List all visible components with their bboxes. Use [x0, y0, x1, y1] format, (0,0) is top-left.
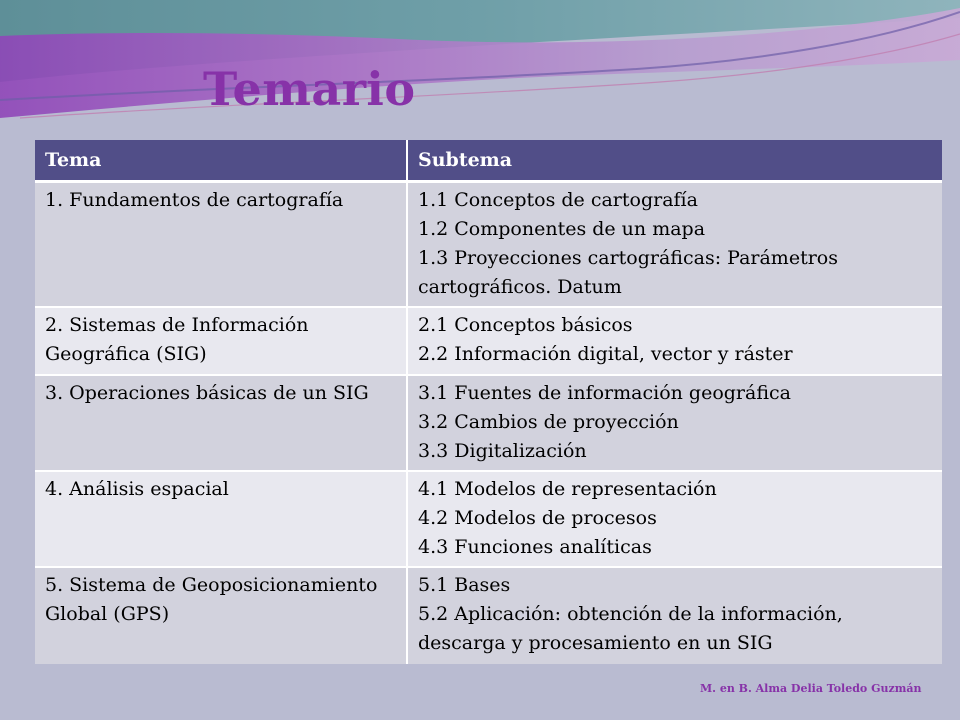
subtema-item: 2.1 Conceptos básicos: [418, 314, 633, 336]
subtema-item: cartográficos. Datum: [418, 276, 622, 298]
table-row: [35, 182, 942, 308]
subtema-cell: [407, 307, 942, 375]
subtema-cell: [407, 567, 942, 664]
tema-cell: 2. Sistemas de Información Geográfica (SIG): [35, 307, 407, 375]
table-header-row: [35, 140, 942, 182]
table-row: [35, 307, 942, 375]
header-subtema: Subtema: [407, 140, 942, 182]
subtema-item: 3.3 Digitalización: [418, 440, 587, 462]
table-row: [35, 567, 942, 664]
subtema-item: 4.3 Funciones analíticas: [418, 536, 652, 558]
subtema-item: 5.1 Bases: [418, 574, 511, 596]
tema-cell: 4. Análisis espacial: [35, 471, 407, 567]
subtema-item: 4.2 Modelos de procesos: [418, 507, 657, 529]
page-title: Temario: [203, 62, 416, 116]
tema-cell: 5. Sistema de Geoposicionamiento Global (GPS): [35, 567, 407, 664]
subtema-item: 3.1 Fuentes de información geográfica: [418, 382, 791, 404]
tema-cell: 1. Fundamentos de cartografía: [35, 182, 407, 308]
syllabus-table: [35, 140, 942, 664]
subtema-item: descarga y procesamiento en un SIG: [418, 632, 773, 654]
subtema-item: 1.1 Conceptos de cartografía: [418, 189, 698, 211]
header-decoration: [0, 0, 960, 140]
table-row: [35, 375, 942, 471]
table-row: [35, 471, 942, 567]
subtema-item: 4.1 Modelos de representación: [418, 478, 717, 500]
subtema-item: 5.2 Aplicación: obtención de la información,: [418, 603, 843, 625]
subtema-item: 3.2 Cambios de proyección: [418, 411, 679, 433]
subtema-cell: [407, 471, 942, 567]
tema-cell: 3. Operaciones básicas de un SIG: [35, 375, 407, 471]
subtema-item: 1.3 Proyecciones cartográficas: Parámetros: [418, 247, 838, 269]
subtema-cell: [407, 375, 942, 471]
header-tema: Tema: [35, 140, 407, 182]
subtema-cell: [407, 182, 942, 308]
subtema-item: 2.2 Información digital, vector y ráster: [418, 343, 793, 365]
author-footer: M. en B. Alma Delia Toledo Guzmán: [700, 682, 922, 695]
subtema-item: 1.2 Componentes de un mapa: [418, 218, 706, 240]
